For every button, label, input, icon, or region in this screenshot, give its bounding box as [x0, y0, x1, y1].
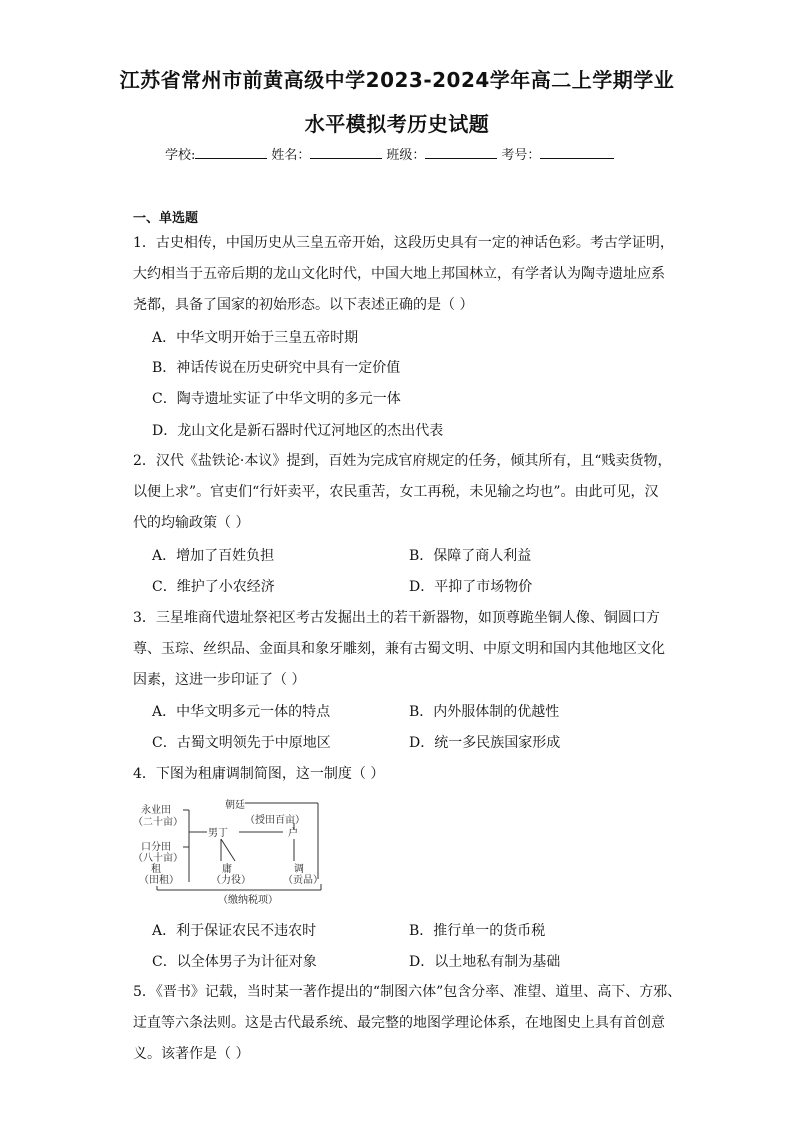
q2-option-b: B．保障了商人利益 [409, 548, 532, 564]
question-line: 迂直等六条法则。这是古代最系统、最完整的地图学理论体系，在地图史上具有首创意 [133, 1015, 665, 1031]
diagram-koufen-sub: （八十亩） [133, 853, 183, 864]
diagram-grant: （授田百亩） [245, 815, 305, 826]
q3-option-c: C．古蜀文明领先于中原地区 [152, 735, 331, 751]
exam-no-label: 考号： [501, 148, 541, 163]
question-1 [133, 228, 674, 321]
class-label: 班级： [386, 148, 426, 163]
question-4 [133, 759, 663, 790]
diagram-tax: （缴纳税项） [218, 895, 278, 906]
school-label: 学校: [165, 148, 196, 163]
question-3 [133, 603, 663, 696]
question-line: 代的均输政策（ ） [133, 515, 250, 531]
diagram-yong-sub: （力役） [211, 875, 251, 886]
class-blank[interactable] [425, 144, 497, 159]
zuyongdiao-diagram [133, 796, 328, 908]
question-line: 3．三星堆商代遗址祭祀区考古发掘出土的若干新器物，如顶尊跪坐铜人像、铜圆口方 [133, 610, 660, 626]
diagram-yongye-sub: （二十亩） [133, 817, 183, 828]
q1-option-b: B．神话传说在历史研究中具有一定价值 [152, 360, 401, 376]
q2-option-c: C．维护了小农经济 [152, 579, 275, 595]
question-line: 以便上求”。官吏们“行奸卖平，农民重苦，女工再税，未见输之均也”。由此可见，汉 [133, 484, 659, 500]
q1-option-a: A．中华文明开始于三皇五帝时期 [152, 330, 359, 346]
diagram-diao-sub: （贡品） [283, 875, 323, 886]
question-line: 5．《晋书》记载，当时某一著作提出的“制图六体”包含分率、准望、道里、高下、方邪、 [133, 984, 682, 1000]
diagram-yong: 庸 [222, 864, 232, 875]
q1-option-c: C．陶寺遗址实证了中华文明的多元一体 [152, 391, 401, 407]
diagram-court: 朝廷 [225, 800, 245, 811]
question-line: 大约相当于五帝后期的龙山文化时代，中国大地上邦国林立，有学者认为陶寺遗址应系 [133, 266, 665, 282]
name-label: 姓名： [271, 148, 311, 163]
q3-option-b: B．内外服体制的优越性 [409, 704, 560, 720]
q1-option-d: D．龙山文化是新石器时代辽河地区的杰出代表 [152, 423, 444, 439]
question-line: 1．古史相传，中国历史从三皇五帝开始，这段历史具有一定的神话色彩。考古学证明， [133, 235, 674, 251]
q4-option-b: B．推行单一的货币税 [409, 923, 546, 939]
student-info-line [165, 144, 618, 163]
page-title-line1: 江苏省常州市前黄高级中学2023-2024学年高二上学期学业 [119, 68, 675, 92]
q4-option-d: D．以土地私有制为基础 [409, 954, 561, 970]
diagram-male: 男丁 [208, 828, 228, 839]
q4-option-c: C．以全体男子为计征对象 [152, 954, 317, 970]
school-blank[interactable] [195, 144, 267, 159]
diagram-yongye-field: 永业田 [141, 805, 171, 816]
question-line: 尧都，具备了国家的初始形态。以下表述正确的是（ ） [133, 297, 474, 313]
question-line: 尊、玉琮、丝织品、金面具和象牙雕刻，兼有古蜀文明、中原文明和国内其他地区文化 [133, 641, 665, 657]
q3-option-a: A．中华文明多元一体的特点 [152, 704, 331, 720]
q4-option-a: A．利于保证农民不违农时 [152, 923, 317, 939]
diagram-zu-sub: （田租） [139, 875, 179, 886]
page-title-line2: 水平模拟考历史试题 [304, 112, 490, 136]
section-title: 一、单选题 [133, 211, 199, 226]
name-blank[interactable] [310, 144, 382, 159]
question-line: 2．汉代《盐铁论·本议》提到，百姓为完成官府规定的任务，倾其所有，且“贱卖货物， [133, 453, 672, 469]
diagram-koufen-field: 口分田 [141, 842, 171, 853]
question-line: 因素，这进一步印证了（ ） [133, 672, 306, 688]
diagram-diao: 调 [294, 864, 304, 875]
exam-no-blank[interactable] [540, 144, 614, 159]
q2-option-d: D．平抑了市场物价 [409, 579, 533, 595]
diagram-zu: 租 [151, 864, 161, 875]
question-2 [133, 446, 672, 539]
diagram-household: 户 [288, 828, 298, 839]
q2-option-a: A．增加了百姓负担 [152, 548, 275, 564]
question-line: 义。该著作是（ ） [133, 1046, 250, 1062]
question-5 [133, 977, 682, 1070]
q3-option-d: D．统一多民族国家形成 [409, 735, 561, 751]
question-line: 4．下图为租庸调制简图，这一制度（ ） [133, 766, 385, 782]
